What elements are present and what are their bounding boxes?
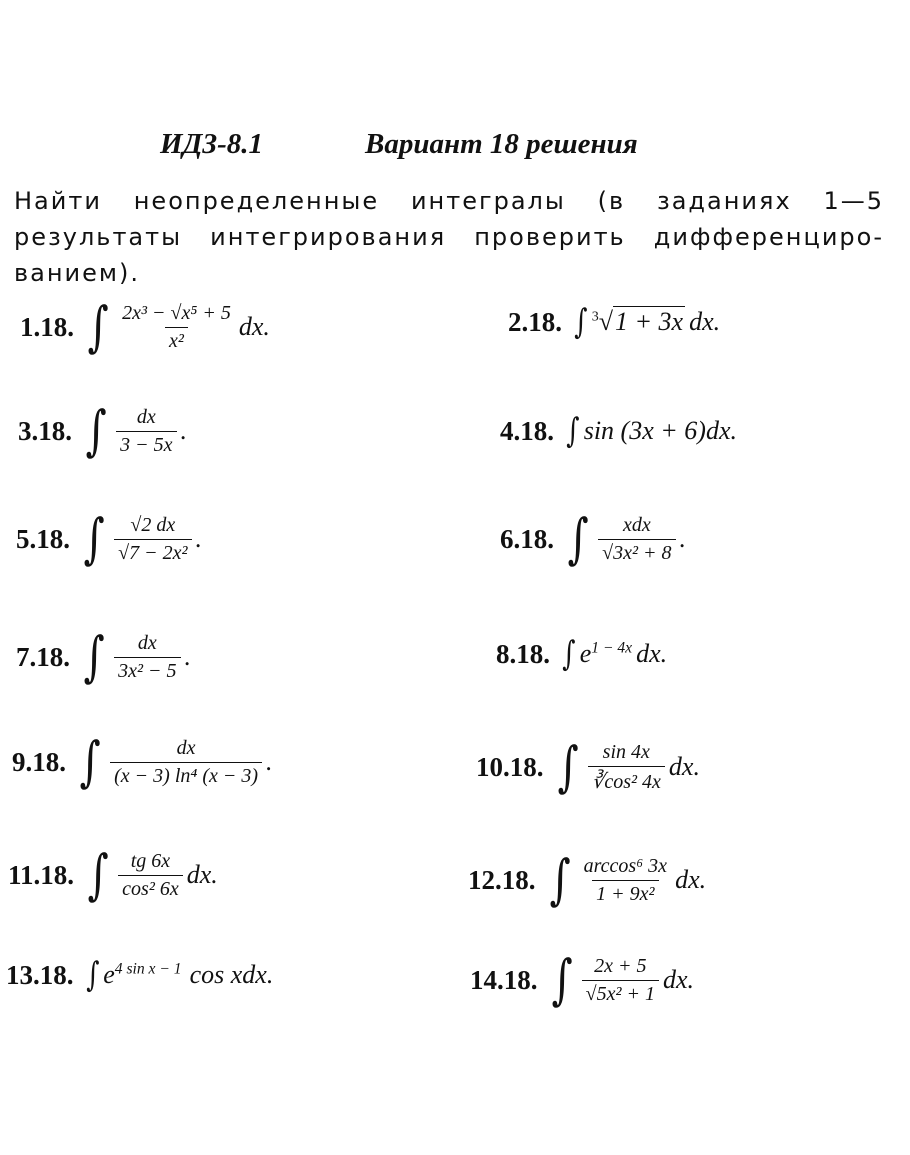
fraction: [116, 406, 176, 457]
instruction-line-3: ванием).: [14, 259, 141, 287]
integrand-tail: .: [679, 524, 686, 553]
integrand-tail: dx.: [689, 307, 721, 336]
fraction: [114, 632, 180, 683]
problem-12: [468, 848, 707, 911]
problem-4: [500, 411, 738, 451]
integral-sign-icon: ∫: [567, 507, 589, 570]
integral-sign-icon: ∫: [85, 955, 100, 995]
denominator: 1 + 9x²: [592, 880, 658, 906]
assignment-code: ИДЗ-8.1: [160, 128, 264, 160]
problem-2: [508, 302, 721, 342]
problem-number: 11.18.: [8, 859, 75, 890]
problem-7: [16, 625, 192, 688]
radicand: 1 + 3x: [615, 307, 684, 336]
fraction: [588, 741, 665, 794]
integral-sign-icon: ∫: [87, 843, 109, 906]
integrand-tail: dx.: [636, 639, 668, 668]
integrand-tail: .: [184, 642, 192, 671]
integral-sign-icon: ∫: [83, 625, 105, 688]
variant-title: Вариант 18 решения: [365, 128, 638, 160]
problem-number: 13.18.: [6, 959, 74, 990]
integrand-tail: .: [195, 524, 202, 553]
problem-number: 5.18.: [16, 523, 70, 554]
root-index: 3: [591, 309, 599, 325]
integral-sign-icon: ∫: [551, 948, 573, 1011]
problem-number: 7.18.: [16, 641, 70, 672]
fraction: [114, 514, 191, 565]
denominator: √3x² + 8: [598, 539, 675, 565]
exponent-base: e: [579, 639, 592, 668]
problem-3: [18, 399, 188, 462]
integrand-tail: dx.: [663, 965, 695, 994]
denominator: √7 − 2x²: [114, 539, 191, 565]
problem-11: [8, 843, 218, 906]
integral-sign-icon: ∫: [557, 735, 579, 798]
integral-sign-icon: ∫: [562, 634, 576, 674]
root-expression: [592, 307, 685, 337]
exponent: 1 − 4x: [591, 639, 633, 657]
problem-number: 6.18.: [500, 523, 554, 554]
exponent: 4 sin x − 1: [114, 960, 182, 978]
problem-10: [476, 735, 700, 798]
numerator: arccos⁶ 3x: [583, 854, 668, 877]
problem-6: [500, 507, 686, 570]
instruction-line-2: результаты интегрирования проверить дифференциро-: [14, 223, 884, 251]
numerator: xdx: [622, 513, 651, 536]
fraction: [110, 737, 262, 788]
radical-icon: √: [598, 307, 613, 336]
problem-1: [20, 295, 270, 358]
problem-14: [470, 948, 695, 1011]
integrand-tail: dx.: [186, 860, 218, 889]
denominator: ∛cos² 4x: [588, 766, 665, 794]
numerator: dx: [136, 405, 156, 428]
problem-number: 9.18.: [12, 746, 66, 777]
fraction: [582, 955, 659, 1006]
heading: [0, 128, 910, 168]
integrand-tail: dx.: [238, 312, 270, 341]
denominator: (x − 3) ln⁴ (x − 3): [110, 762, 262, 788]
numerator: dx: [176, 736, 196, 759]
fraction: [118, 850, 183, 901]
integral-sign-icon: ∫: [85, 399, 107, 462]
problem-9: [12, 730, 273, 793]
integral-sign-icon: ∫: [574, 302, 588, 342]
problem-number: 12.18.: [468, 864, 536, 895]
integral-sign-icon: ∫: [549, 848, 571, 911]
denominator: 3 − 5x: [116, 431, 176, 457]
problem-13: [6, 955, 274, 995]
denominator: x²: [165, 327, 188, 353]
integrand: [103, 960, 181, 990]
problem-number: 1.18.: [20, 311, 74, 342]
fraction: [118, 302, 235, 353]
denominator: √5x² + 1: [582, 980, 659, 1006]
numerator: sin 4x: [602, 740, 650, 763]
problem-number: 14.18.: [470, 964, 538, 995]
integrand-tail: cos xdx.: [189, 960, 274, 989]
numerator: tg 6x: [130, 849, 171, 872]
integral-sign-icon: ∫: [566, 411, 580, 451]
integrand-tail: dx.: [675, 865, 707, 894]
exponent-base: e: [103, 960, 115, 989]
problem-5: [16, 507, 202, 570]
integrand-tail: .: [180, 416, 188, 445]
fraction: [580, 855, 671, 906]
integral-sign-icon: ∫: [79, 730, 101, 793]
problem-8: [496, 634, 668, 674]
numerator: √2 dx: [130, 513, 176, 536]
problem-number: 2.18.: [508, 306, 562, 337]
denominator: 3x² − 5: [114, 657, 180, 683]
integral-sign-icon: ∫: [83, 507, 105, 570]
problem-number: 8.18.: [496, 638, 550, 669]
integral-sign-icon: ∫: [87, 295, 109, 358]
fraction: [598, 514, 675, 565]
problem-number: 4.18.: [500, 415, 554, 446]
integrand-tail: .: [266, 747, 273, 776]
instruction-text: [14, 183, 884, 291]
integrand-tail: dx.: [668, 752, 700, 781]
integrand: [580, 639, 632, 669]
numerator: dx: [137, 631, 157, 654]
numerator: 2x + 5: [594, 954, 647, 977]
numerator: 2x³ − √x⁵ + 5: [122, 301, 231, 324]
problem-number: 3.18.: [18, 415, 72, 446]
problem-number: 10.18.: [476, 751, 544, 782]
integrand: sin (3x + 6)dx.: [583, 416, 738, 445]
denominator: cos² 6x: [118, 875, 183, 901]
instruction-line-1: Найти неопределенные интегралы (в заданиях 1—5: [14, 187, 884, 215]
